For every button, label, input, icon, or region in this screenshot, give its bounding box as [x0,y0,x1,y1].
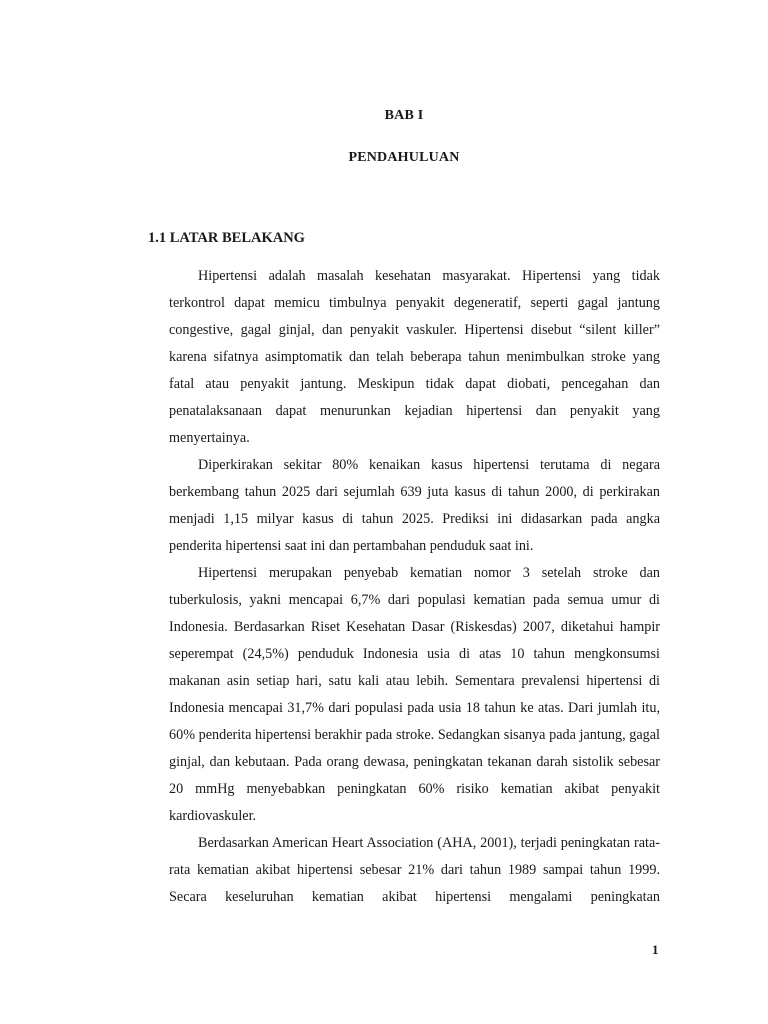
page-number: 1 [652,942,659,957]
chapter-title: PENDAHULUAN [348,150,460,165]
paragraph: Diperkirakan sekitar 80% kenaikan kasus hipertensi terutama di negara berkembang tahun 2025 dari sejumlah 639 juta kasus di tahun 2000, di perkirakan menjadi 1,15 milyar kasus di tahun 2025. Prediksi ini didasarkan pada angka penderita hipertensi saat ini dan pertambahan penduduk saat ini. [169,457,660,554]
paragraph: Berdasarkan American Heart Association (AHA, 2001), terjadi peningkatan rata-rata kematian akibat hipertensi sebesar 21% dari tahun 1989 sampai tahun 1999. Secara keseluruhan kematian akibat hipertensi mengalami peningkatan [169,835,660,905]
paragraph: Hipertensi adalah masalah kesehatan masyarakat. Hipertensi yang tidak terkontrol dapat memicu timbulnya penyakit degeneratif, seperti gagal jantung congestive, gagal ginjal, dan penyakit vaskuler. Hipertensi disebut “silent killer” karena sifatnya asimptomatik dan telah beberapa tahun menimbulkan stroke yang fatal atau penyakit jantung. Meskipun tidak dapat diobati, pencegahan dan penatalaksanaan dapat menurunkan kejadian hipertensi dan penyakit yang menyertainya. [169,268,660,446]
body-text [169,263,660,911]
paragraph: Hipertensi merupakan penyebab kematian nomor 3 setelah stroke dan tuberkulosis, yakni mencapai 6,7% dari populasi kematian pada semua umur di Indonesia. Berdasarkan Riset Kesehatan Dasar (Riskesdas) 2007, diketahui hampir seperempat (24,5%) penduduk Indonesia usia di atas 10 tahun mengkonsumsi makanan asin setiap hari, satu kali atau lebih. Sementara prevalensi hipertensi di Indonesia mencapai 31,7% dari populasi pada usia 18 tahun ke atas. Dari jumlah itu, 60% penderita hipertensi berakhir pada stroke. Sedangkan sisanya pada jantung, gagal ginjal, dan kebutaan. Pada orang dewasa, peningkatan tekanan darah sistolik sebesar 20 mmHg menyebabkan peningkatan 60% risiko kematian akibat penyakit kardiovaskuler. [169,565,660,824]
section-heading: 1.1 LATAR BELAKANG [148,230,305,246]
chapter-number: BAB I [384,108,424,123]
